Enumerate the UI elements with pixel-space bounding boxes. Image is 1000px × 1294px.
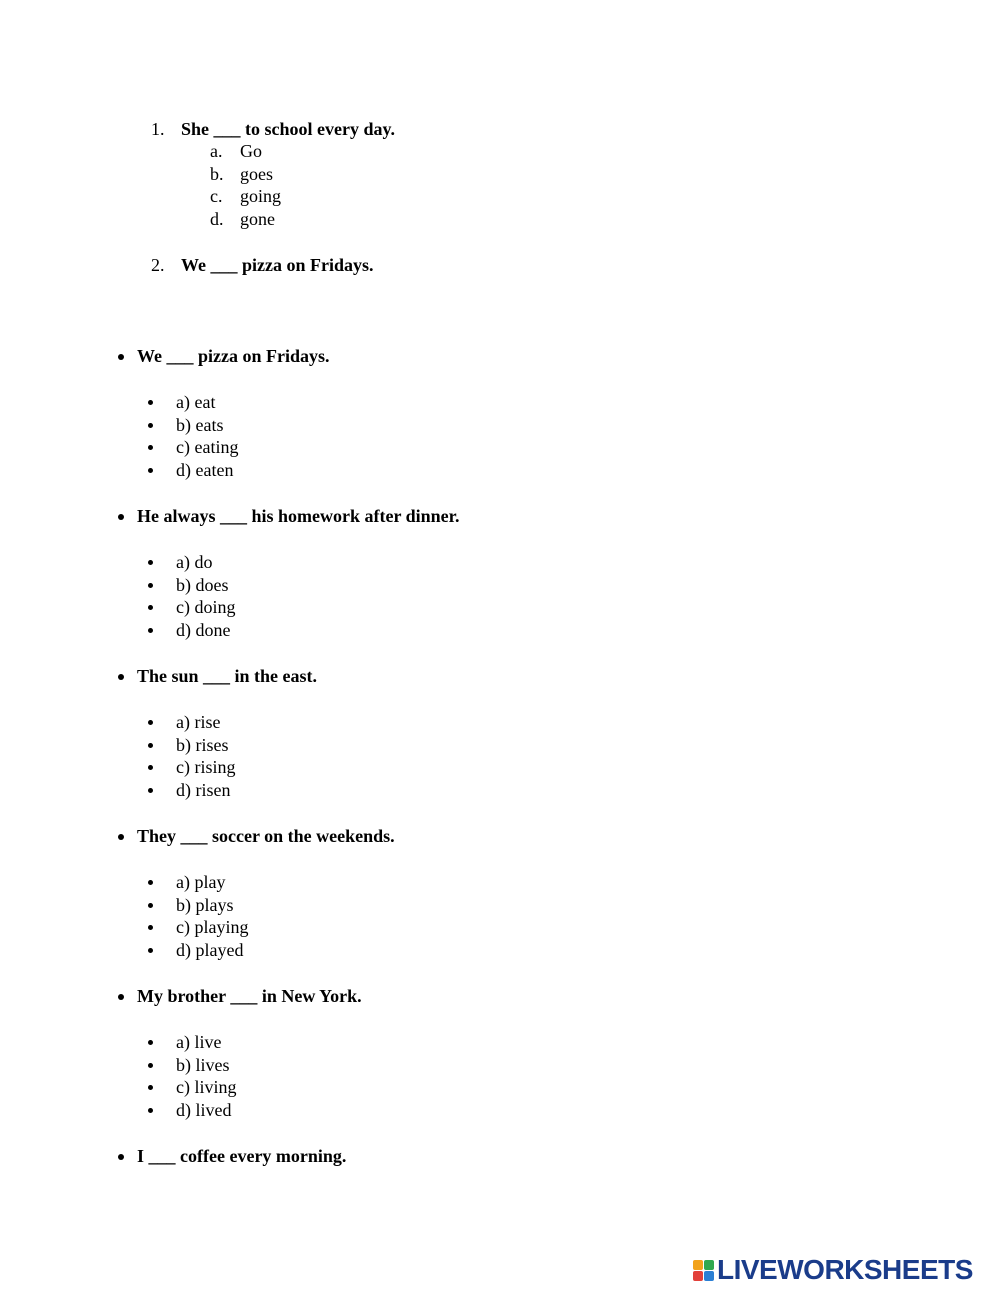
bullet-icon	[148, 560, 153, 565]
option-text: c) eating	[176, 437, 239, 457]
option-text: b) plays	[176, 895, 234, 915]
question-text: We ___ pizza on Fridays.	[181, 255, 374, 275]
question-text: She ___ to school every day.	[181, 119, 395, 139]
option-text: d) done	[176, 620, 231, 640]
bullet-icon	[148, 903, 153, 908]
bullet-icon	[118, 834, 124, 840]
option-text: a) eat	[176, 392, 216, 412]
option-letter: a.	[210, 141, 223, 161]
bullet-icon	[148, 605, 153, 610]
option-text: b) rises	[176, 735, 229, 755]
option-letter: d.	[210, 209, 224, 229]
option-text: goes	[240, 164, 273, 184]
bullet-icon	[148, 743, 153, 748]
logo-text: LIVEWORKSHEETS	[717, 1254, 973, 1285]
question-text: He always ___ his homework after dinner.	[137, 506, 460, 526]
option-text: gone	[240, 209, 275, 229]
option-text: b) lives	[176, 1055, 230, 1075]
option-text: c) playing	[176, 917, 249, 937]
question-text: We ___ pizza on Fridays.	[137, 346, 330, 366]
option-letter: c.	[210, 186, 223, 206]
bullet-icon	[118, 674, 124, 680]
option-text: c) rising	[176, 757, 236, 777]
liveworksheets-logo	[693, 1255, 973, 1285]
bullet-icon	[148, 765, 153, 770]
bullet-icon	[148, 445, 153, 450]
option-text: a) live	[176, 1032, 222, 1052]
option-text: b) does	[176, 575, 229, 595]
bullet-icon	[118, 994, 124, 1000]
bullet-icon	[148, 1063, 153, 1068]
bullet-icon	[118, 1154, 124, 1160]
bullet-icon	[148, 1108, 153, 1113]
option-text: c) doing	[176, 597, 236, 617]
option-text: a) do	[176, 552, 213, 572]
option-text: a) rise	[176, 712, 221, 732]
option-text: d) played	[176, 940, 244, 960]
option-text: d) eaten	[176, 460, 234, 480]
logo-square-v	[693, 1271, 703, 1281]
question-text: The sun ___ in the east.	[137, 666, 318, 686]
question-text: My brother ___ in New York.	[137, 986, 362, 1006]
bullet-icon	[148, 880, 153, 885]
option-text: Go	[240, 141, 262, 161]
bullet-icon	[148, 788, 153, 793]
bullet-icon	[148, 468, 153, 473]
logo-square-l	[693, 1260, 703, 1270]
bullet-icon	[148, 720, 153, 725]
option-letter: b.	[210, 164, 224, 184]
logo-square-i	[704, 1260, 714, 1270]
bullet-icon	[148, 948, 153, 953]
logo-mark-icon	[693, 1260, 714, 1281]
bullet-icon	[148, 400, 153, 405]
option-text: d) risen	[176, 780, 231, 800]
bullet-icon	[148, 423, 153, 428]
bullet-icon	[148, 1040, 153, 1045]
option-text: a) play	[176, 872, 226, 892]
bullet-icon	[148, 925, 153, 930]
option-text: going	[240, 186, 282, 206]
question-text: They ___ soccer on the weekends.	[137, 826, 395, 846]
bullet-icon	[148, 628, 153, 633]
question-number: 1.	[151, 119, 165, 139]
question-number: 2.	[151, 255, 165, 275]
bullet-icon	[118, 354, 124, 360]
bullet-icon	[148, 1085, 153, 1090]
logo-square-e	[704, 1271, 714, 1281]
question-text: I ___ coffee every morning.	[137, 1146, 347, 1166]
bullet-icon	[118, 514, 124, 520]
bullet-icon	[148, 583, 153, 588]
option-text: b) eats	[176, 415, 224, 435]
option-text: d) lived	[176, 1100, 232, 1120]
option-text: c) living	[176, 1077, 237, 1097]
